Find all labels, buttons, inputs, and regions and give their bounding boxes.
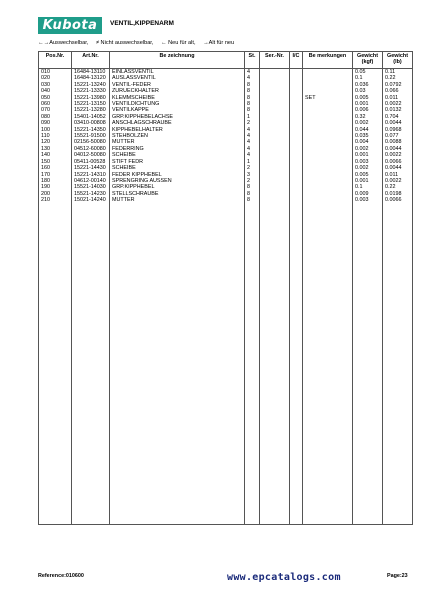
pos-cell: 210: [39, 197, 72, 203]
art-cell: 15221-14350: [72, 127, 110, 133]
pos-cell: 010: [39, 69, 72, 76]
qty-cell: 2: [245, 120, 260, 126]
art-cell: 04512-60080: [72, 146, 110, 152]
art-cell: 05411-00528: [72, 159, 110, 165]
description-cell: MUTTER: [110, 139, 245, 145]
pos-cell: 070: [39, 107, 72, 113]
weight-lb-cell: 0.077: [383, 133, 413, 139]
pos-cell: 020: [39, 75, 72, 81]
qty-cell: 4: [245, 152, 260, 158]
qty-cell: 8: [245, 197, 260, 203]
weight-kg-cell: 0.002: [353, 146, 383, 152]
legend: [38, 40, 240, 46]
table-filler-row: [39, 204, 413, 525]
empty-cell: [303, 204, 353, 525]
description-cell: KIPPHEBELHALTER: [110, 127, 245, 133]
description-cell: GRP.KIPPHEBEL: [110, 184, 245, 190]
col-header-pos: Pos.Nr.: [39, 52, 72, 69]
empty-cell: [39, 204, 72, 525]
weight-kg-cell: 0.036: [353, 82, 383, 88]
art-cell: 15221-13280: [72, 107, 110, 113]
qty-cell: 4: [245, 139, 260, 145]
weight-lb-cell: 0.011: [383, 95, 413, 101]
legend-interchangeable: ←→Auswechselbar,: [38, 40, 89, 46]
empty-cell: [260, 204, 290, 525]
pos-cell: 130: [39, 146, 72, 152]
weight-lb-cell: 0.0044: [383, 146, 413, 152]
art-cell: 15521-14030: [72, 184, 110, 190]
description-cell: MUTTER: [110, 197, 245, 203]
qty-cell: 8: [245, 191, 260, 197]
col-header-ic: I/C: [290, 52, 303, 69]
weight-lb-cell: 0.0044: [383, 120, 413, 126]
qty-cell: 8: [245, 107, 260, 113]
pos-cell: 100: [39, 127, 72, 133]
weight-lb-cell: 0.0968: [383, 127, 413, 133]
weight-kg-cell: 0.044: [353, 127, 383, 133]
description-cell: STEHBOLZEN: [110, 133, 245, 139]
col-header-remarks: Be merkungen: [303, 52, 353, 69]
weight-lb-cell: 0.0022: [383, 178, 413, 184]
art-cell: 15221-13980: [72, 95, 110, 101]
qty-cell: 1: [245, 159, 260, 165]
qty-cell: 4: [245, 146, 260, 152]
description-cell: VENTILKAPPE: [110, 107, 245, 113]
weight-lb-cell: 0.22: [383, 184, 413, 190]
art-cell: 15221-14430: [72, 165, 110, 171]
description-cell: ZURUECKHALTER: [110, 88, 245, 94]
empty-cell: [245, 204, 260, 525]
qty-cell: 2: [245, 178, 260, 184]
page-title: VENTIL,KIPPENARM: [110, 20, 174, 27]
weight-kg-cell: 0.002: [353, 120, 383, 126]
description-cell: GRP.KIPPHEBELACHSE: [110, 114, 245, 120]
art-cell: 04612-00140: [72, 178, 110, 184]
weight-kg-cell: 0.003: [353, 197, 383, 203]
art-cell: 15021-14240: [72, 197, 110, 203]
weight-kg-cell: 0.001: [353, 178, 383, 184]
art-cell: 15401-14052: [72, 114, 110, 120]
qty-cell: 8: [245, 95, 260, 101]
col-header-qty: St.: [245, 52, 260, 69]
qty-cell: 8: [245, 101, 260, 107]
description-cell: EINLASSVENTIL: [110, 69, 245, 76]
qty-cell: 4: [245, 75, 260, 81]
art-cell: 03410-00808: [72, 120, 110, 126]
weight-kg-cell: 0.005: [353, 95, 383, 101]
weight-lb-cell: 0.066: [383, 88, 413, 94]
weight-kg-cell: 0.005: [353, 172, 383, 178]
description-cell: KLEMMSCHEIBE: [110, 95, 245, 101]
weight-lb-cell: 0.0044: [383, 165, 413, 171]
art-cell: 15221-13330: [72, 88, 110, 94]
pos-cell: 090: [39, 120, 72, 126]
weight-lb-cell: 0.0088: [383, 139, 413, 145]
qty-cell: 1: [245, 114, 260, 120]
empty-cell: [383, 204, 413, 525]
weight-lb-cell: 0.704: [383, 114, 413, 120]
weight-kg-cell: 0.32: [353, 114, 383, 120]
art-cell: 15521-14230: [72, 191, 110, 197]
qty-cell: 2: [245, 165, 260, 171]
weight-lb-cell: 0.011: [383, 172, 413, 178]
kubota-logo: Kubota: [38, 17, 102, 34]
pos-cell: 170: [39, 172, 72, 178]
parts-table-body: [39, 69, 413, 525]
art-cell: 02156-50080: [72, 139, 110, 145]
description-cell: VENTIL-FEDER: [110, 82, 245, 88]
pos-cell: 120: [39, 139, 72, 145]
weight-kg-cell: 0.006: [353, 107, 383, 113]
weight-kg-cell: 0.001: [353, 152, 383, 158]
art-cell: 04012-50080: [72, 152, 110, 158]
remarks-cell: SET: [303, 95, 353, 101]
art-cell: 15221-14310: [72, 172, 110, 178]
qty-cell: 3: [245, 172, 260, 178]
pos-cell: 140: [39, 152, 72, 158]
reference-number: Reference:010600: [38, 573, 84, 579]
pos-cell: 160: [39, 165, 72, 171]
weight-kg-cell: 0.001: [353, 101, 383, 107]
weight-kg-cell: 0.1: [353, 75, 383, 81]
description-cell: VENTILDICHTUNG: [110, 101, 245, 107]
weight-lb-cell: 0.22: [383, 75, 413, 81]
table-row: [39, 69, 413, 76]
pos-cell: 150: [39, 159, 72, 165]
pos-cell: 060: [39, 101, 72, 107]
art-cell: 15221-13150: [72, 101, 110, 107]
legend-not-interchangeable: ≠ Nicht auswechselbar,: [95, 40, 154, 46]
empty-cell: [290, 204, 303, 525]
weight-kg-cell: 0.009: [353, 191, 383, 197]
weight-kg-cell: 0.002: [353, 165, 383, 171]
description-cell: SPRENGRING AUSSEN: [110, 178, 245, 184]
weight-lb-cell: 0.0066: [383, 197, 413, 203]
qty-cell: 4: [245, 127, 260, 133]
qty-cell: 8: [245, 82, 260, 88]
pos-cell: 180: [39, 178, 72, 184]
description-cell: SCHEIBE: [110, 165, 245, 171]
empty-cell: [110, 204, 245, 525]
pos-cell: 050: [39, 95, 72, 101]
qty-cell: 8: [245, 88, 260, 94]
pos-cell: 040: [39, 88, 72, 94]
page-number: Page:23: [387, 573, 408, 579]
art-cell: 15521-91500: [72, 133, 110, 139]
qty-cell: 4: [245, 133, 260, 139]
legend-new-for-old: ← Neu für alt,: [160, 40, 196, 46]
empty-cell: [72, 204, 110, 525]
col-header-weight-lb: Gewicht (lb): [383, 52, 413, 69]
empty-cell: [353, 204, 383, 525]
description-cell: ANSCHLAGSCHRAUBE: [110, 120, 245, 126]
weight-lb-cell: 0.0022: [383, 152, 413, 158]
weight-kg-cell: 0.05: [353, 69, 383, 76]
weight-lb-cell: 0.0022: [383, 101, 413, 107]
art-cell: 16484-13120: [72, 75, 110, 81]
weight-kg-cell: 0.035: [353, 133, 383, 139]
description-cell: AUSLASSVENTIL: [110, 75, 245, 81]
table-header-row: [39, 52, 413, 69]
legend-old-for-new: →Alt für neu: [203, 40, 235, 46]
website-watermark: www.epcatalogs.com: [227, 572, 341, 583]
art-cell: 15221-13240: [72, 82, 110, 88]
weight-kg-cell: 0.003: [353, 159, 383, 165]
description-cell: SCHEIBE: [110, 152, 245, 158]
weight-lb-cell: 0.11: [383, 69, 413, 76]
remarks-cell: [303, 69, 353, 76]
qty-cell: 8: [245, 184, 260, 190]
col-header-weight-kg: Gewicht (kgf): [353, 52, 383, 69]
col-header-description: Be zeichnung: [110, 52, 245, 69]
pos-cell: 190: [39, 184, 72, 190]
parts-table: [38, 51, 413, 525]
col-header-serial: Ser.-Nr.: [260, 52, 290, 69]
col-header-art: Art.Nr.: [72, 52, 110, 69]
ic-cell: [290, 69, 303, 76]
description-cell: FEDERRING: [110, 146, 245, 152]
description-cell: FEDER KIPPHEBEL: [110, 172, 245, 178]
art-cell: 16484-13110: [72, 69, 110, 76]
description-cell: STIFT FEDR: [110, 159, 245, 165]
weight-kg-cell: 0.004: [353, 139, 383, 145]
description-cell: STELLSCHRAUBE: [110, 191, 245, 197]
pos-cell: 080: [39, 114, 72, 120]
pos-cell: 030: [39, 82, 72, 88]
qty-cell: 4: [245, 69, 260, 76]
weight-kg-cell: 0.1: [353, 184, 383, 190]
weight-lb-cell: 0.0066: [383, 159, 413, 165]
weight-lb-cell: 0.0132: [383, 107, 413, 113]
pos-cell: 110: [39, 133, 72, 139]
weight-lb-cell: 0.0198: [383, 191, 413, 197]
weight-lb-cell: 0.0792: [383, 82, 413, 88]
pos-cell: 200: [39, 191, 72, 197]
serial-cell: [260, 69, 290, 76]
weight-kg-cell: 0.03: [353, 88, 383, 94]
